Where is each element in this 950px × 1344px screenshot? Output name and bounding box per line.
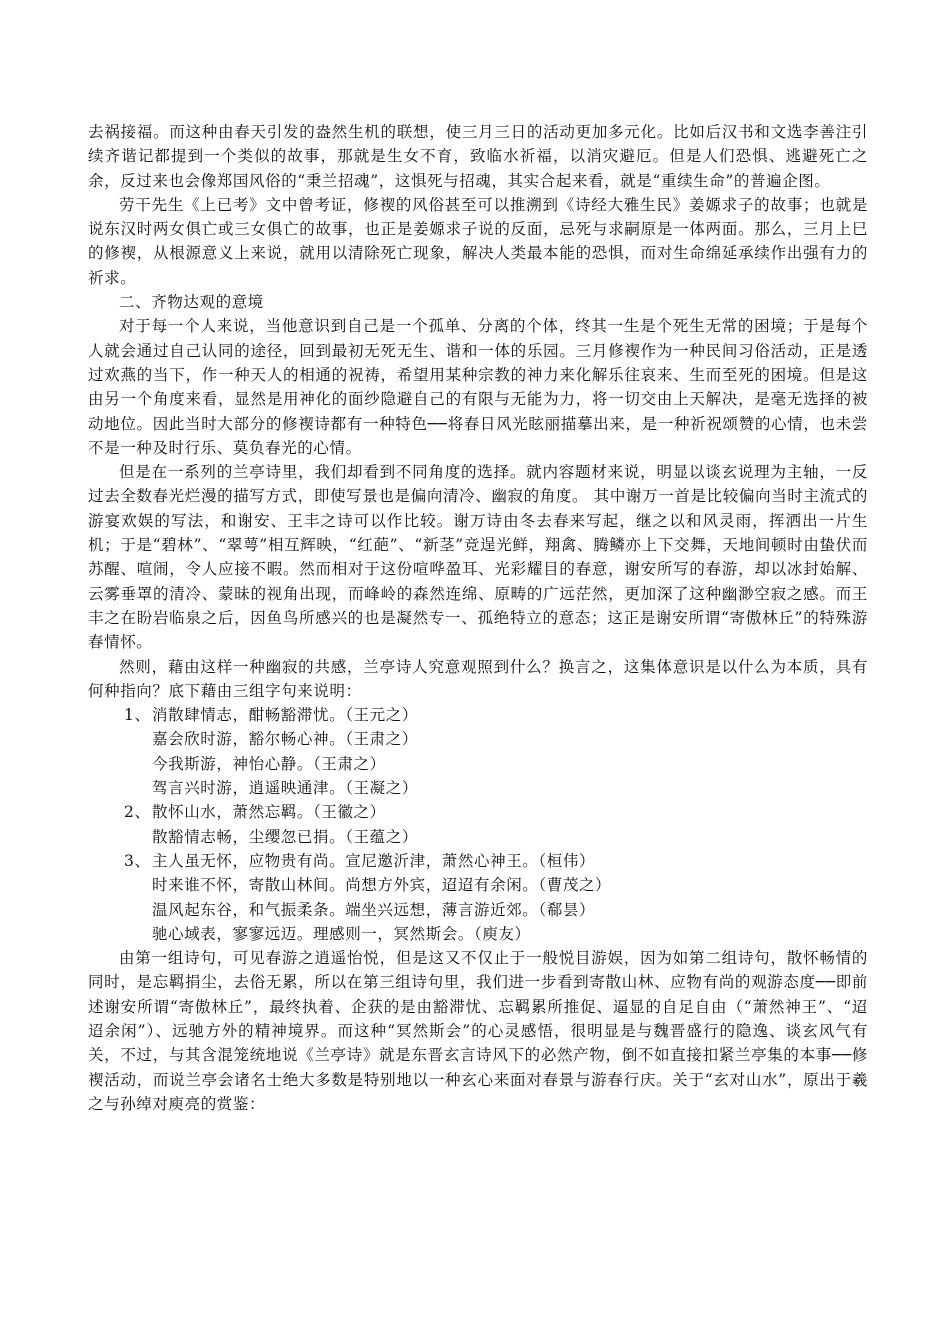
poem-line: 驾言兴时游，逍遥映通津。（王凝之） — [152, 779, 418, 798]
poem-group-number: 3、 — [124, 851, 151, 870]
poem-group-2 — [88, 800, 868, 849]
section-heading: 二、齐物达观的意境 — [119, 293, 264, 312]
poem-line: 今我斯游，神怡心静。（王肃之） — [152, 754, 386, 773]
poem-line: 驰心域表，寥寥远迈。理感则一，冥然斯会。（庾友） — [152, 924, 531, 943]
poem-line: 嘉会欣时游，豁尔畅心神。（王肃之） — [152, 730, 418, 749]
poem-line: 时来谁不怀，寄散山林间。尚想方外宾，迢迢有余闲。（曹茂之） — [152, 876, 612, 895]
poem-line: 温风起东谷，和气振柔条。端坐兴远想，薄言游近郊。（郗昙） — [152, 900, 596, 919]
paragraph-individual: 对于每一个人来说，当他意识到自己是一个孤单、分离的个体，终其一生是个死生无常的困境；于是每个人就会通过自己认同的途径，回到最初无死无生、谐和一体的乐园。三月修褉作为一种民间习俗活动，正是透过欢燕的当下，作一种天人的相通的祝祷，希望用某种宗教的神力来化解乐往哀来、生而至死的困境。但是这由另一个角度来看，显然是用神化的面纱隐避自己的有限与无能为力，将一切交由上天解决，是毫无选择的被动地位。因此当时大部分的修褉诗都有一种特色──将春日风光眩丽描摹出来，是一种祈祝颂赞的心情，也未尝不是一种及时行乐、莫负春光的心情。 — [88, 317, 868, 457]
poem-line: 1、消散肆情志，酣畅豁滞忧。（王元之） — [88, 703, 868, 727]
poem-line: 散豁情志畅，尘缨忽已捐。（王蕴之） — [152, 827, 418, 846]
paragraph-continued: 去祸接福。而这种由春天引发的盎然生机的联想，使三月三日的活动更加多元化。比如后汉书和文选李善注引续齐谐记都提到一个类似的故事，那就是生女不育，致临水祈福，以消灾避厄。但是人们恐惧、逃避死亡之余，反过来也会像郑国风俗的“秉兰招魂”，这惧死与招魂，其实合起来看，就是“重续生命”的普遍企图。 — [88, 123, 868, 190]
poem-group-number: 2、 — [124, 803, 151, 822]
paragraph-lanting-poems: 但是在一系列的兰亭诗里，我们却看到不同角度的选择。就内容题材来说，明显以谈玄说理为主轴，一反过去全数春光烂漫的描写方式，即使写景也是偏向清冷、幽寂的角度。 其中谢万一首是比较偏向当时主流式的游宴欢娱的写法，和谢安、王丰之诗可以作比较。谢万诗由冬去春来写起，继之以和风灵雨，挥洒出一片生机；于是“碧林”、“翠萼”相互辉映，“红葩”、“新茎”竞逞光鲜，翔禽、腾鳞亦上下交舞，天地间顿时由蛰伏而苏醒、喧闹，令人应接不暇。然而相对于这份喧哗盈耳、光彩耀目的春意，谢安所写的春游，却以冰封始解、云雾垂罩的清冷、蒙昧的视角出现，而峰岭的森然连绵、原畴的广远茫然，更加深了这种幽渺空寂之感。而王丰之在盼岩临泉之后，因鱼鸟所感兴的也是凝然专一、孤绝特立的意态；这正是谢安所谓“寄傲林丘”的特殊游春情怀。 — [88, 463, 868, 652]
poem-line: 2、散怀山水，萧然忘羁。（王徽之） — [88, 800, 868, 824]
paragraph-analysis: 由第一组诗句，可见春游之逍遥怡悦，但是这又不仅止于一般悦目游娱，因为如第二组诗句，散怀畅情的同时，是忘羁捐尘，去俗无累，所以在第三组诗句里，我们进一步看到寄散山林、应物有尚的观游态度──即前述谢安所谓“寄傲林丘”，最终执着、企获的是由豁滞忧、忘羁累所推促、逼显的自足自由（“萧然神王”、“迢迢余闲”）、远驰方外的精神境界。而这种“冥然斯会”的心灵感悟，很明显是与魏晋盛行的隐逸、谈玄风气有关，不过，与其含混笼统地说《兰亭诗》就是东晋玄言诗风下的必然产物，倒不如直接扣紧兰亭集的本事──修褉活动，而说兰亭会诸名士绝大多数是特别地以一种玄心来面对春景与游春行庆。关于“玄对山水”，原出于羲之与孙绰对庾亮的赏鉴： — [88, 949, 868, 1113]
paragraph-question: 然则，藉由这样一种幽寂的共感，兰亭诗人究意观照到什么？换言之，这集体意识是以什么为本质，具有何种指向？底下藉由三组字句来说明： — [88, 657, 868, 700]
poem-group-1 — [88, 703, 868, 800]
document-page — [88, 120, 868, 1116]
poem-group-number: 1、 — [124, 706, 151, 725]
poem-group-3 — [88, 849, 868, 946]
paragraph-lao-gan: 劳干先生《上已考》文中曾考证，修褉的风俗甚至可以推溯到《诗经大雅生民》姜嫄求子的故事；也就是说东汉时两女俱亡或三女俱亡的故事，也正是姜嫄求子说的反面，忌死与求嗣原是一体两面。那么，三月上巳的修褉，从根源意义上来说，就用以清除死亡现象，解决人类最本能的恐惧，而对生命绵延承续作出强有力的祈求。 — [88, 195, 868, 287]
poem-line: 3、主人虽无怀，应物贵有尚。宣尼邀沂津，萧然心神王。（桓伟） — [88, 849, 868, 873]
